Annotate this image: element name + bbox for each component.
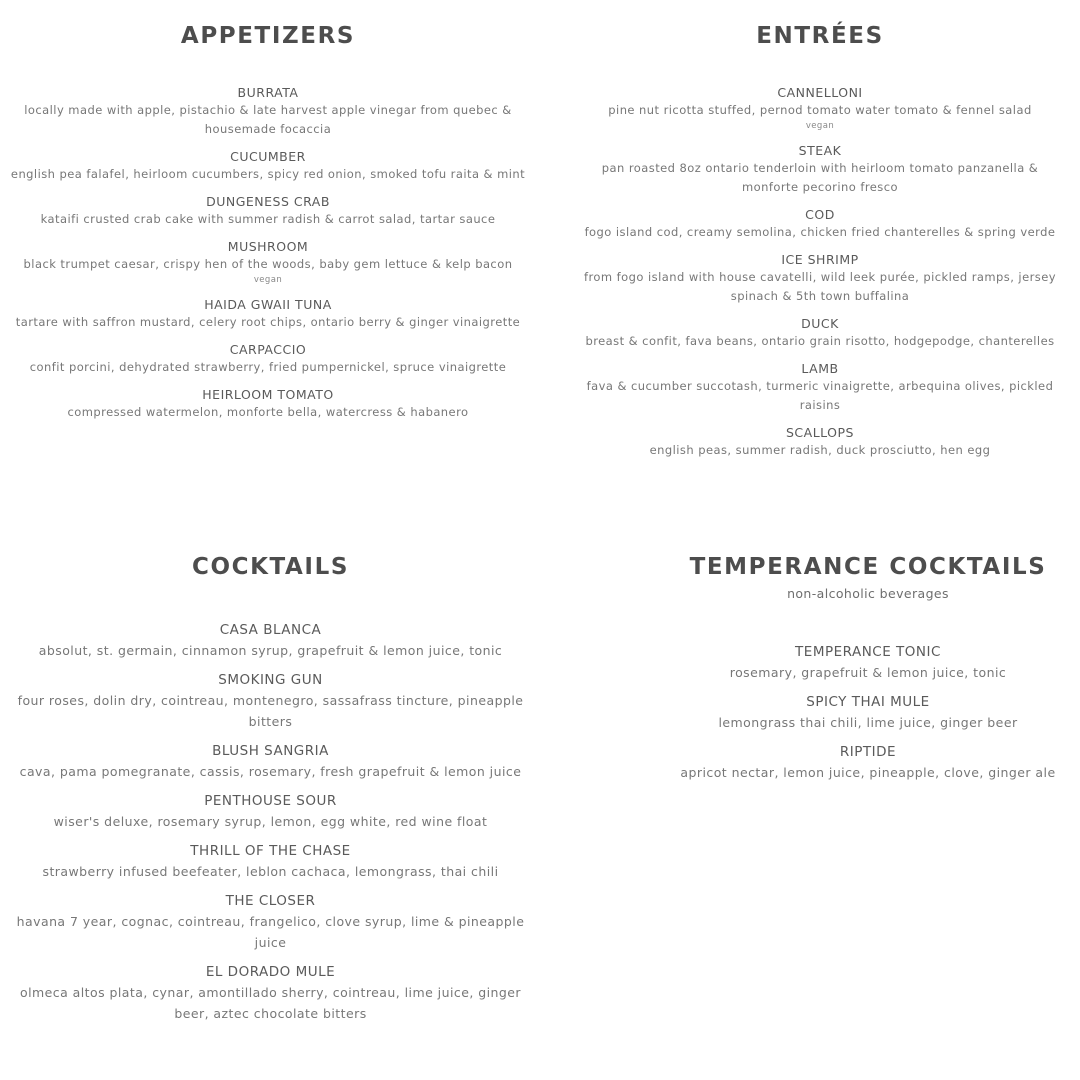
menu-item-description: rosemary, grapefruit & lemon juice, tonic xyxy=(729,665,1007,680)
menu-item-name: THE CLOSER xyxy=(225,893,316,909)
cocktails-section xyxy=(8,553,533,1034)
menu-item-description: lemongrass thai chili, lime juice, ginger beer xyxy=(718,715,1018,730)
menu-item xyxy=(570,206,1070,242)
menu-item-name: MUSHROOM xyxy=(227,239,309,254)
menu-item-description: breast & confit, fava beans, ontario grain risotto, hodgepodge, chanterelles xyxy=(585,334,1055,348)
section-title: ENTRÉES xyxy=(756,23,884,49)
menu-item-description: cava, pama pomegranate, cassis, rosemary, fresh grapefruit & lemon juice xyxy=(19,764,522,779)
menu-item-list xyxy=(570,84,1070,460)
entrees-section xyxy=(570,22,1070,469)
menu-item-description: absolut, st. germain, cinnamon syrup, grapefruit & lemon juice, tonic xyxy=(38,643,503,658)
menu-item xyxy=(8,621,533,661)
menu-item-name: TEMPERANCE TONIC xyxy=(795,644,941,660)
menu-item-description: black trumpet caesar, crispy hen of the woods, baby gem lettuce & kelp bacon xyxy=(23,257,513,271)
appetizers-section xyxy=(8,22,528,431)
menu-item xyxy=(8,892,533,953)
menu-item-name: PENTHOUSE SOUR xyxy=(204,793,337,809)
menu-item-description: compressed watermelon, monforte bella, watercress & habanero xyxy=(67,405,469,419)
menu-item xyxy=(570,424,1070,460)
menu-item xyxy=(8,296,528,332)
menu-item-name: HAIDA GWAII TUNA xyxy=(204,297,332,312)
menu-item-name: CASA BLANCA xyxy=(219,622,322,638)
menu-item-list xyxy=(8,621,533,1024)
menu-item xyxy=(8,671,533,732)
menu-item xyxy=(570,360,1070,415)
menu-item xyxy=(8,842,533,882)
menu-item-name: THRILL OF THE CHASE xyxy=(190,843,351,859)
menu-item-name: CANNELLONI xyxy=(777,85,863,100)
menu-item-name: LAMB xyxy=(801,361,839,376)
menu-item-description: four roses, dolin dry, cointreau, montenegro, sassafrass tincture, pineapple bitters xyxy=(17,693,524,729)
menu-item xyxy=(668,743,1068,783)
menu-item-description: from fogo island with house cavatelli, wild leek purée, pickled ramps, jersey spinach & 5th town buffalina xyxy=(584,270,1056,303)
menu-item-description: fava & cucumber succotash, turmeric vinaigrette, arbequina olives, pickled raisins xyxy=(586,379,1054,412)
menu-item xyxy=(8,193,528,229)
menu-item-name: HEIRLOOM TOMATO xyxy=(202,387,334,402)
menu-item-description: confit porcini, dehydrated strawberry, fried pumpernickel, spruce vinaigrette xyxy=(29,360,507,374)
menu-item-description: tartare with saffron mustard, celery root chips, ontario berry & ginger vinaigrette xyxy=(15,315,521,329)
section-title: COCKTAILS xyxy=(191,554,350,580)
menu-item xyxy=(8,238,528,287)
menu-item-name: COD xyxy=(805,207,835,222)
section-title: TEMPERANCE COCKTAILS xyxy=(689,554,1047,580)
menu-item-name: EL DORADO MULE xyxy=(205,964,336,980)
menu-item xyxy=(8,386,528,422)
menu-item xyxy=(8,84,528,139)
menu-item-description: wiser's deluxe, rosemary syrup, lemon, egg white, red wine float xyxy=(53,814,488,829)
menu-item xyxy=(8,742,533,782)
menu-item-name: CARPACCIO xyxy=(229,342,307,357)
menu-item-name: RIPTIDE xyxy=(839,744,897,760)
menu-item-name: SCALLOPS xyxy=(785,425,854,440)
menu-item xyxy=(8,148,528,184)
menu-item-name: CUCUMBER xyxy=(230,149,306,164)
menu-item-description: apricot nectar, lemon juice, pineapple, clove, ginger ale xyxy=(680,765,1056,780)
menu-item-name: SMOKING GUN xyxy=(218,672,323,688)
menu-item xyxy=(570,84,1070,133)
section-title: APPETIZERS xyxy=(180,23,356,49)
menu-item-description: english peas, summer radish, duck prosciutto, hen egg xyxy=(649,443,991,457)
menu-item xyxy=(668,693,1068,733)
menu-item xyxy=(8,341,528,377)
menu-item xyxy=(570,142,1070,197)
menu-item-description: havana 7 year, cognac, cointreau, frangelico, clove syrup, lime & pineapple juice xyxy=(16,914,525,950)
menu-item xyxy=(668,643,1068,683)
menu-item-name: DUCK xyxy=(801,316,839,331)
section-subtitle: non-alcoholic beverages xyxy=(787,586,949,601)
menu-item xyxy=(570,251,1070,306)
menu-item xyxy=(8,963,533,1024)
menu-item-description: locally made with apple, pistachio & late harvest apple vinegar from quebec & housemade focaccia xyxy=(24,103,512,136)
menu-item-name: BURRATA xyxy=(237,85,299,100)
menu-item-description: pine nut ricotta stuffed, pernod tomato water tomato & fennel salad xyxy=(608,103,1032,117)
temperance-cocktails-section xyxy=(668,553,1068,793)
menu-item-description: fogo island cod, creamy semolina, chicken fried chanterelles & spring verde xyxy=(584,225,1056,239)
menu-item-list xyxy=(8,84,528,422)
menu-item-list xyxy=(668,643,1068,783)
dietary-tag: vegan xyxy=(805,121,835,131)
menu-item-description: pan roasted 8oz ontario tenderloin with heirloom tomato panzanella & monforte pecorino fresco xyxy=(601,161,1039,194)
menu-item-name: SPICY THAI MULE xyxy=(806,694,930,710)
menu-item-description: kataifi crusted crab cake with summer radish & carrot salad, tartar sauce xyxy=(40,212,496,226)
menu-item-description: olmeca altos plata, cynar, amontillado sherry, cointreau, lime juice, ginger beer, aztec chocolate bitters xyxy=(19,985,521,1021)
menu-item-name: ICE SHRIMP xyxy=(781,252,859,267)
menu-item-description: english pea falafel, heirloom cucumbers, spicy red onion, smoked tofu raita & mint xyxy=(10,167,526,181)
menu-item-name: DUNGENESS CRAB xyxy=(206,194,330,209)
dietary-tag: vegan xyxy=(253,275,283,285)
menu-item-name: STEAK xyxy=(798,143,842,158)
menu-item-name: BLUSH SANGRIA xyxy=(212,743,329,759)
menu-item-description: strawberry infused beefeater, leblon cachaca, lemongrass, thai chili xyxy=(42,864,499,879)
menu-item xyxy=(570,315,1070,351)
menu-item xyxy=(8,792,533,832)
